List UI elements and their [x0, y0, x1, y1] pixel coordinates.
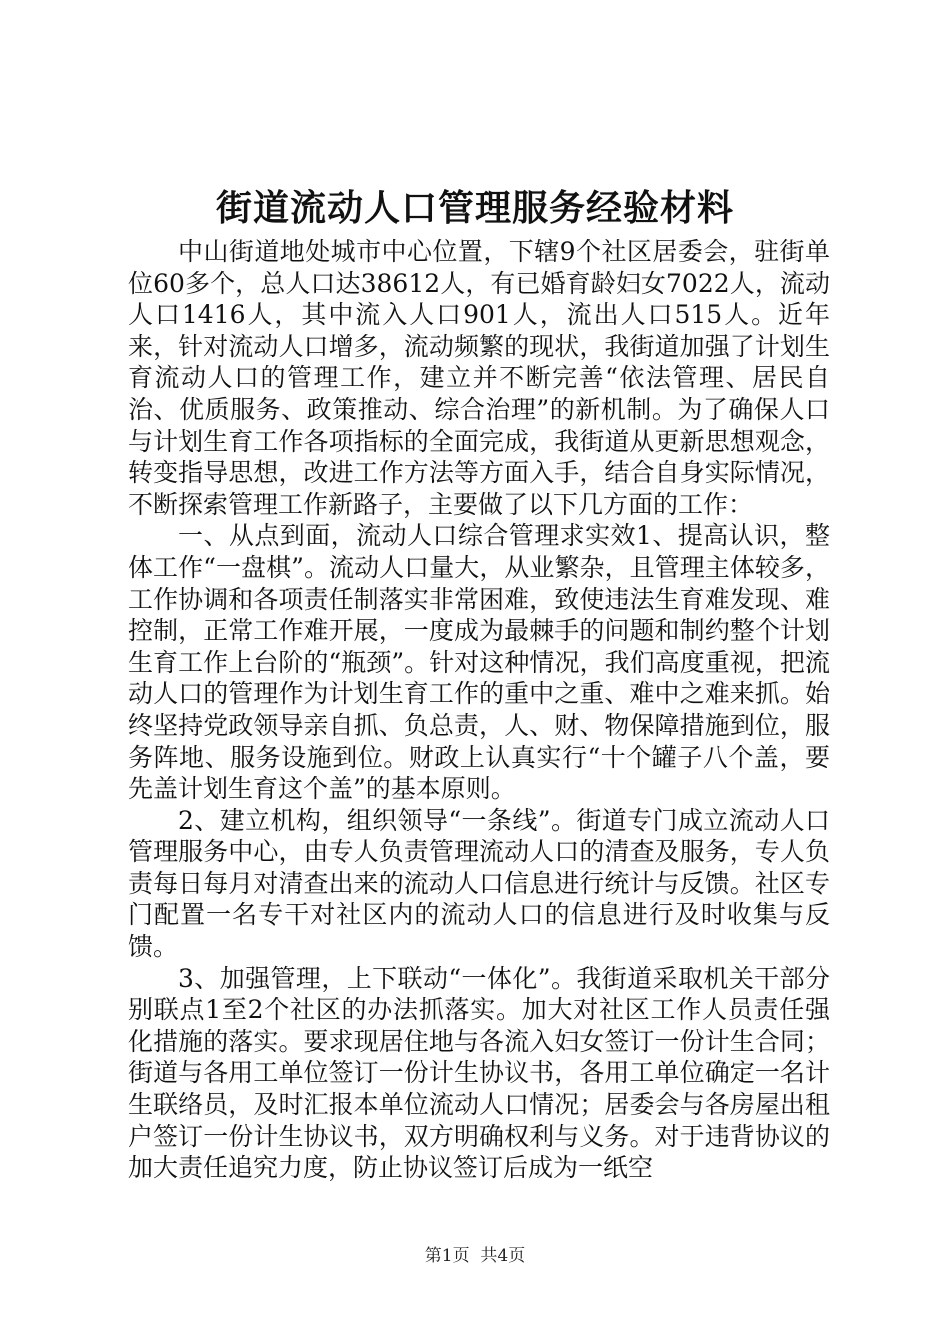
paragraph-item-three: 3、加强管理，上下联动“一体化”。我街道采取机关干部分别联点1至2个社区的办法抓落实。加大对社区工作人员责任强化措施的落实。要求现居住地与各流入妇女签订一份计生合同；街道与各用工单位签订一份计生协议书，各用工单位确定一名计生联络员，及时汇报本单位流动人口情况；居委会与各房屋出租户签订一份计生协议书，双方明确权利与义务。对于违背协议的加大责任追究力度，防止协议签订后成为一纸空 [128, 963, 830, 1183]
paragraph-section-one: 一、从点到面，流动人口综合管理求实效1、提高认识，整体工作“一盘棋”。流动人口量大，从业繁杂，且管理主体较多，工作协调和各项责任制落实非常困难，致使违法生育难发现、难控制，正常工作难开展，一度成为最棘手的问题和制约整个计划生育工作上台阶的“瓶颈”。针对这种情况，我们高度重视，把流动人口的管理作为计划生育工作的重中之重、难中之难来抓。始终坚持党政领导亲自抓、负总责，人、财、物保障措施到位，服务阵地、服务设施到位。财政上认真实行“十个罐子八个盖，要先盖计划生育这个盖”的基本原则。 [128, 521, 830, 804]
paragraph-intro: 中山街道地处城市中心位置，下辖9个社区居委会，驻街单位60多个，总人口达38612人，有已婚育龄妇女7022人，流动人口1416人，其中流入人口901人，流出人口515人。近年来，针对流动人口增多，流动频繁的现状，我街道加强了计划生育流动人口的管理工作，建立并不断完善“依法管理、居民自治、优质服务、政策推动、综合治理”的新机制。为了确保人口与计划生育工作各项指标的全面完成，我街道从更新思想观念，转变指导思想，改进工作方法等方面入手，结合自身实际情况，不断探索管理工作新路子，主要做了以下几方面的工作： [128, 237, 830, 519]
document-body [128, 236, 830, 1184]
page-number: 第1页 [424, 1246, 470, 1266]
page-footer [0, 1246, 950, 1266]
document-title: 街道流动人口管理服务经验材料 [215, 187, 734, 229]
paragraph-item-two: 2、建立机构，组织领导“一条线”。街道专门成立流动人口管理服务中心，由专人负责管理流动人口的清查及服务，专人负责每日每月对清查出来的流动人口信息进行统计与反馈。社区专门配置一名专干对社区内的流动人口的信息进行及时收集与反馈。 [128, 805, 830, 962]
page-total: 共4页 [480, 1246, 526, 1266]
